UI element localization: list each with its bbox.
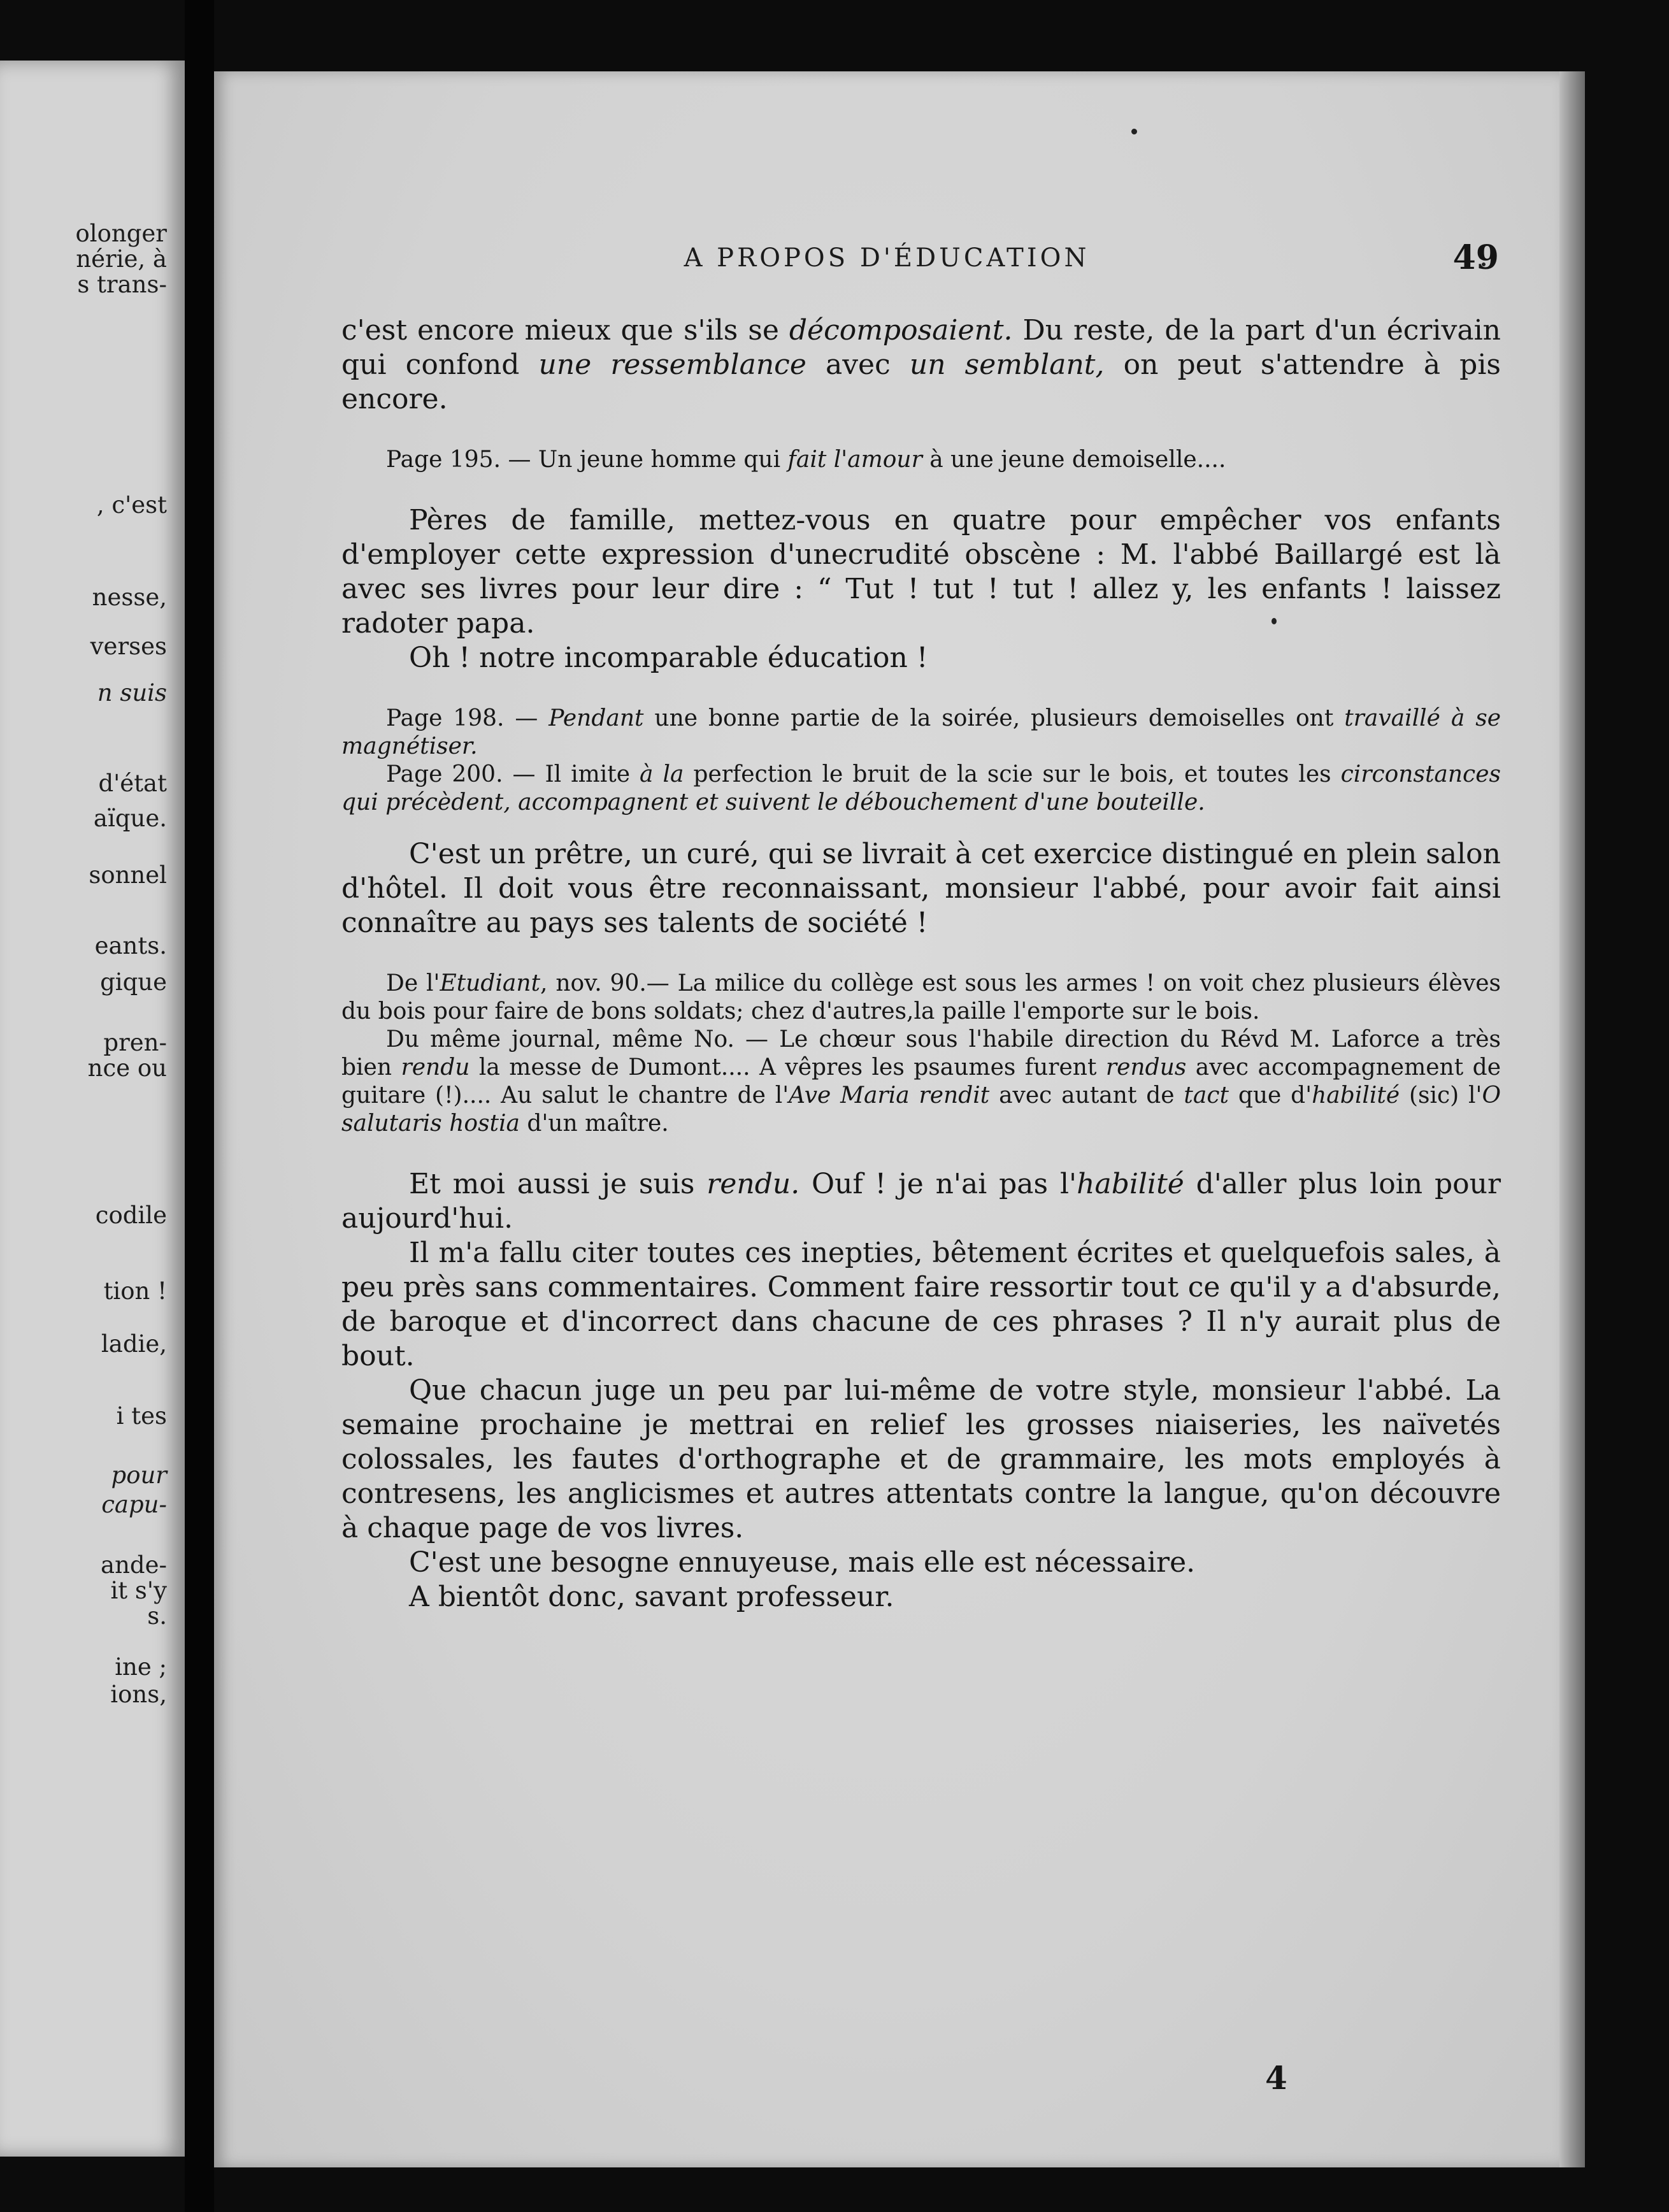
previous-page-line: it s'y xyxy=(110,1577,167,1604)
previous-page-line: nérie, à xyxy=(76,245,167,273)
paragraph: C'est une besogne ennuyeuse, mais elle est nécessaire. xyxy=(409,1546,1196,1579)
previous-page-line: d'état xyxy=(98,770,167,797)
previous-page-line: pren- xyxy=(103,1029,167,1056)
previous-page-line: gique xyxy=(100,968,167,996)
previous-page-line: ladie, xyxy=(101,1330,167,1358)
previous-page-line: eants. xyxy=(94,932,167,959)
previous-page-line: , c'est xyxy=(96,491,167,519)
previous-page-line: verses xyxy=(90,633,167,660)
previous-page-line: aïque. xyxy=(93,805,167,832)
quotation: De l'Etudiant, nov. 90.— La milice du collège est sous les armes ! on voit chez plusieurs élèves du bois pour faire de bons soldats; chez d'autres,la paille l'emporte sur le bois. xyxy=(341,970,1501,1024)
book-page xyxy=(214,71,1559,2167)
paragraph: c'est encore mieux que s'ils se décomposaient. Du reste, de la part d'un écrivain qui confond une ressemblance avec un semblant, on peut s'attendre à pis encore. xyxy=(341,314,1501,415)
paragraph: Que chacun juge un peu par lui-même de votre style, monsieur l'abbé. La semaine prochaine je mettrai en relief les grosses niaiseries, les naïvetés colossales, les fautes d'orthographe et de grammaire, les mots employés à contresens, les anglicismes et autres attentats contre la langue, qu'on découvre à chaque page de vos livres. xyxy=(341,1374,1501,1544)
previous-page-line: codile xyxy=(95,1202,167,1229)
page-number: 49 xyxy=(1452,238,1499,277)
paragraph: Oh ! notre incomparable éducation ! xyxy=(409,642,928,674)
previous-page-line: ande- xyxy=(101,1551,167,1579)
previous-page-line: s trans- xyxy=(77,271,167,298)
previous-page-line: sonnel xyxy=(89,861,167,889)
page-text xyxy=(341,313,1501,1614)
previous-page-line: nce ou xyxy=(87,1054,167,1082)
paragraph: Et moi aussi je suis rendu. Ouf ! je n'ai pas l'habilité d'aller plus loin pour aujourd'hui. xyxy=(341,1168,1501,1235)
paragraph: C'est un prêtre, un curé, qui se livrait à cet exercice distingué en plein salon d'hôtel. Il doit vous être reconnaissant, monsieur l'abbé, pour avoir fait ainsi connaître au pays ses talents de société ! xyxy=(341,838,1501,939)
quotation: Page 200. — Il imite à la perfection le bruit de la scie sur le bois, et toutes les circonstances qui précèdent, accompagnent et suivent le débouchement d'une bouteille. xyxy=(341,761,1501,815)
previous-page-line: i tes xyxy=(116,1402,167,1430)
previous-page-line: ions, xyxy=(110,1681,167,1708)
book-gutter xyxy=(185,0,214,2212)
running-head: A PROPOS D'ÉDUCATION xyxy=(684,243,1090,273)
previous-page-line: ine ; xyxy=(115,1653,167,1681)
previous-page-line: olonger xyxy=(75,220,167,247)
paragraph: Pères de famille, mettez-vous en quatre pour empêcher vos enfants d'employer cette expression d'unecrudité obscène : M. l'abbé Baillargé est là avec ses livres pour leur dire : “ Tut ! tut ! tut ! allez y, les enfants ! laissez radoter papa. xyxy=(341,504,1501,640)
quotation: Page 195. — Un jeune homme qui fait l'amour à une jeune demoiselle.... xyxy=(386,447,1226,473)
paragraph: Il m'a fallu citer toutes ces inepties, bêtement écrites et quelquefois sales, à peu près sans commentaires. Comment faire ressortir tout ce qu'il y a d'absurde, de baroque et d'incorrect dans chacune de ces phrases ? Il n'y aurait plus de bout. xyxy=(341,1237,1501,1372)
previous-page-fragment xyxy=(0,61,185,2157)
previous-page-line: tion ! xyxy=(103,1277,167,1305)
previous-page-line: s. xyxy=(147,1602,167,1630)
previous-page-line: n suis xyxy=(97,679,167,707)
paragraph: A bientôt donc, savant professeur. xyxy=(409,1581,894,1613)
quotation: Page 198. — Pendant une bonne partie de la soirée, plusieurs demoiselles ont travaillé à se magnétiser. xyxy=(341,705,1501,759)
quotation: Du même journal, même No. — Le chœur sous l'habile direction du Révd M. Laforce a très bien rendu la messe de Dumont.... A vêpres les psaumes furent rendus avec accompagnement de guitare (!).... Au salut le chantre de l'Ave Maria rendit avec autant de tact que d'habilité (sic) l'O salutaris hostia d'un maître. xyxy=(341,1026,1501,1137)
page-edge xyxy=(1559,71,1585,2167)
previous-page-line: nesse, xyxy=(92,584,167,611)
print-speck xyxy=(1131,129,1137,134)
previous-page-line: pour xyxy=(111,1462,167,1489)
previous-page-line: capu- xyxy=(101,1491,167,1518)
signature-mark: 4 xyxy=(1265,2059,1287,2097)
